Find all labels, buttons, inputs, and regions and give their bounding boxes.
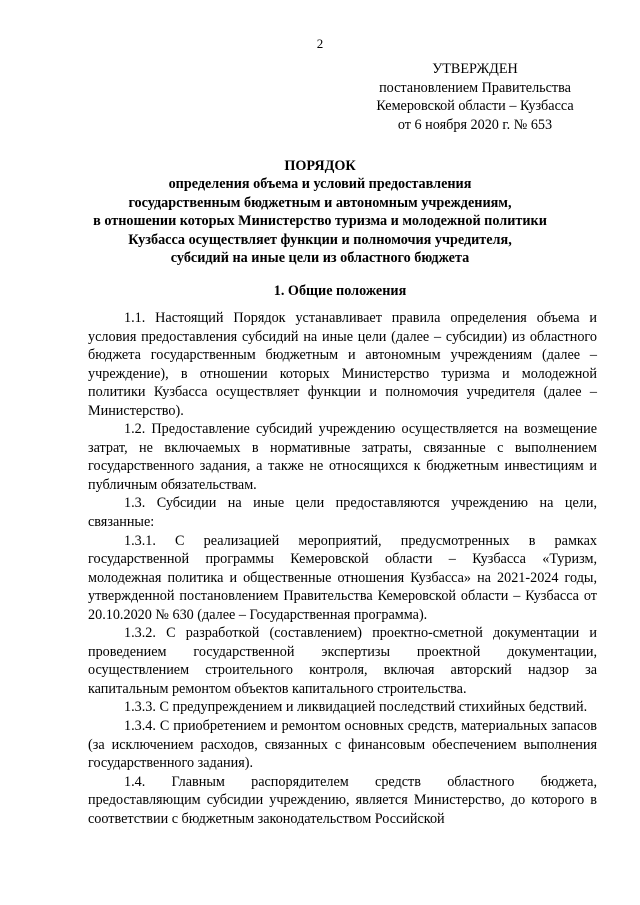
section-heading: 1. Общие положения xyxy=(273,283,407,299)
paragraph-1-3-1: 1.3.1. С реализацией мероприятий, предусмотренных в рамках государственной программы Кемеровской области – Кузбасса «Туризм, молодежная политика и общественные отношения Кузбасса» на 2021-2024 годы, утвержденной постановлением Правительства Кемеровской области – Кузбасса от 20.10.2020 № 630 (далее – Государственная программа). xyxy=(88,532,597,623)
document-title xyxy=(60,157,580,267)
paragraph-1-3-2: 1.3.2. С разработкой (составлением) проектно-сметной документации и проведением государственной экспертизы проектной документации, осуществлением строительного контроля, включая авторский надзор за капитальным ремонтом объектов капитального строительства. xyxy=(88,625,597,697)
title-line: определения объема и условий предоставления xyxy=(168,176,472,193)
approval-line: постановлением Правительства xyxy=(379,79,571,96)
paragraph-1-3: 1.3. Субсидии на иные цели предоставляются учреждению на цели, связанные: xyxy=(88,495,597,531)
document-body xyxy=(88,309,597,828)
approval-line: Кемеровской области – Кузбасса xyxy=(376,98,574,114)
title-line: государственным бюджетным и автономным учреждениям, xyxy=(128,194,512,211)
page-number: 2 xyxy=(316,36,324,51)
approval-heading: УТВЕРЖДЕН xyxy=(432,61,518,77)
approval-stamp xyxy=(340,60,610,134)
paragraph-1-4: 1.4. Главным распорядителем средств областного бюджета, предоставляющим субсидии учреждению, является Министерство, до которого в соответствии с бюджетным законодательством Российской xyxy=(88,773,597,827)
paragraph-1-2: 1.2. Предоставление субсидий учреждению осуществляется на возмещение затрат, не включаемых в нормативные затраты, связанные с выполнением государственного задания, а также не относящихся к бюджетным инвестициям и публичным обязательствам. xyxy=(88,421,597,493)
paragraph-1-1: 1.1. Настоящий Порядок устанавливает правила определения объема и условия предоставления субсидий на иные цели (далее – субсидии) из областного бюджета государственным бюджетным и автономным учреждениям (далее – учреждение), в отношении которых Министерство туризма и молодежной политики Кузбасса осуществляет функции и полномочия учредителя (далее – Министерство). xyxy=(88,310,597,419)
title-line: субсидий на иные цели из областного бюджета xyxy=(170,250,470,267)
title-line: Кузбасса осуществляет функции и полномочия учредителя, xyxy=(128,231,512,248)
title-line: в отношении которых Министерство туризма и молодежной политики xyxy=(93,213,547,230)
paragraph-1-3-3: 1.3.3. С предупреждением и ликвидацией последствий стихийных бедствий. xyxy=(124,699,588,716)
title-heading: ПОРЯДОК xyxy=(284,158,356,174)
paragraph-1-3-4: 1.3.4. С приобретением и ремонтом основных средств, материальных запасов (за исключением расходов, связанных с финансовым обеспечением выполнения государственного задания). xyxy=(88,718,597,772)
approval-line: от 6 ноября 2020 г. № 653 xyxy=(397,116,553,133)
